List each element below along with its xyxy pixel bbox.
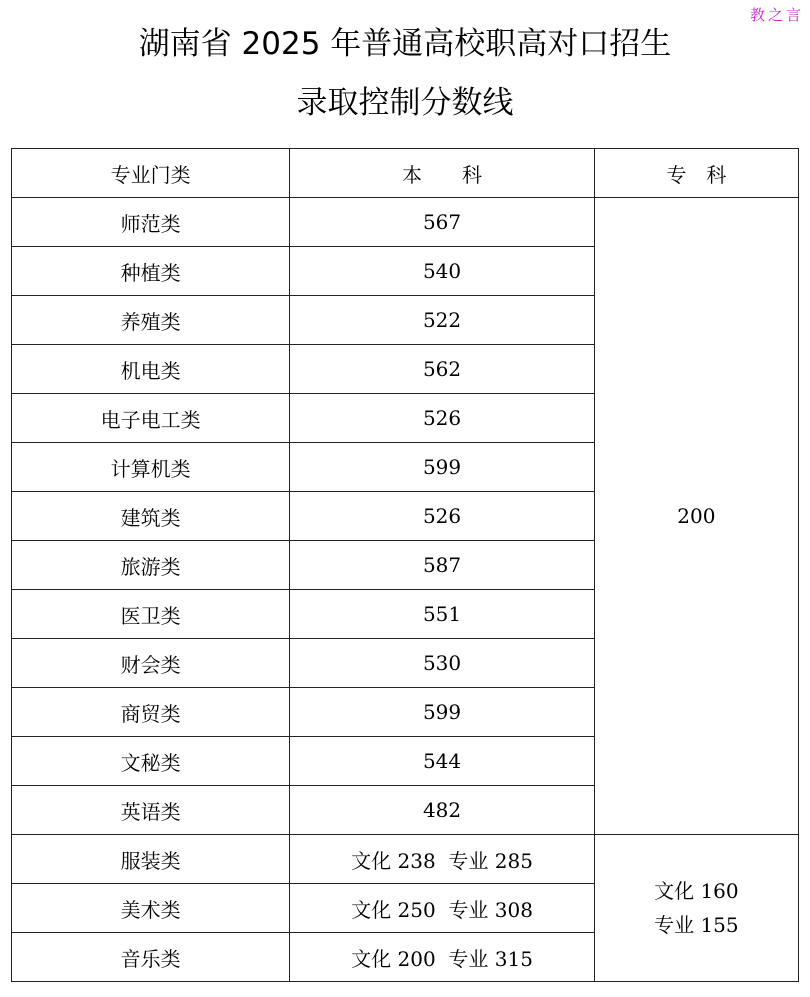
watermark: 教之言 [749, 6, 804, 24]
category-cell: 旅游类 [12, 541, 290, 590]
category-cell: 音乐类 [12, 933, 290, 982]
associate-culture-score: 文化 160 [654, 879, 739, 903]
bachelor-score-cell: 530 [290, 639, 594, 688]
bachelor-score-cell: 599 [290, 443, 594, 492]
bachelor-score-cell: 540 [290, 247, 594, 296]
page-title: 湖南省 2025 年普通高校职高对口招生 [138, 26, 672, 62]
category-cell: 建筑类 [12, 492, 290, 541]
category-cell: 财会类 [12, 639, 290, 688]
score-table [11, 148, 799, 982]
bachelor-score-cell: 562 [290, 345, 594, 394]
bachelor-score-cell: 文化 200 专业 315 [290, 933, 594, 982]
category-cell: 电子电工类 [12, 394, 290, 443]
category-cell: 计算机类 [12, 443, 290, 492]
category-cell: 美术类 [12, 884, 290, 933]
category-cell: 医卫类 [12, 590, 290, 639]
bachelor-score-cell: 526 [290, 492, 594, 541]
category-cell: 种植类 [12, 247, 290, 296]
category-cell: 商贸类 [12, 688, 290, 737]
bachelor-score-cell: 522 [290, 296, 594, 345]
category-cell: 文秘类 [12, 737, 290, 786]
table-row [12, 835, 799, 884]
table-header-row [12, 149, 799, 198]
bachelor-score-cell: 599 [290, 688, 594, 737]
bachelor-score-cell: 文化 238 专业 285 [290, 835, 594, 884]
associate-score-cell [594, 835, 798, 982]
header-category: 专业门类 [12, 149, 290, 198]
category-cell: 师范类 [12, 198, 290, 247]
table-row [12, 198, 799, 247]
bachelor-score-cell: 482 [290, 786, 594, 835]
associate-major-score: 专业 155 [654, 913, 739, 937]
bachelor-score-cell: 文化 250 专业 308 [290, 884, 594, 933]
bachelor-score-cell: 526 [290, 394, 594, 443]
associate-score-cell: 200 [594, 198, 798, 835]
bachelor-score-cell: 567 [290, 198, 594, 247]
category-cell: 养殖类 [12, 296, 290, 345]
bachelor-score-cell: 544 [290, 737, 594, 786]
category-cell: 英语类 [12, 786, 290, 835]
page-subtitle: 录取控制分数线 [296, 85, 514, 121]
category-cell: 机电类 [12, 345, 290, 394]
bachelor-score-cell: 587 [290, 541, 594, 590]
category-cell: 服装类 [12, 835, 290, 884]
header-bachelor: 本 科 [290, 149, 594, 198]
bachelor-score-cell: 551 [290, 590, 594, 639]
header-associate: 专 科 [594, 149, 798, 198]
